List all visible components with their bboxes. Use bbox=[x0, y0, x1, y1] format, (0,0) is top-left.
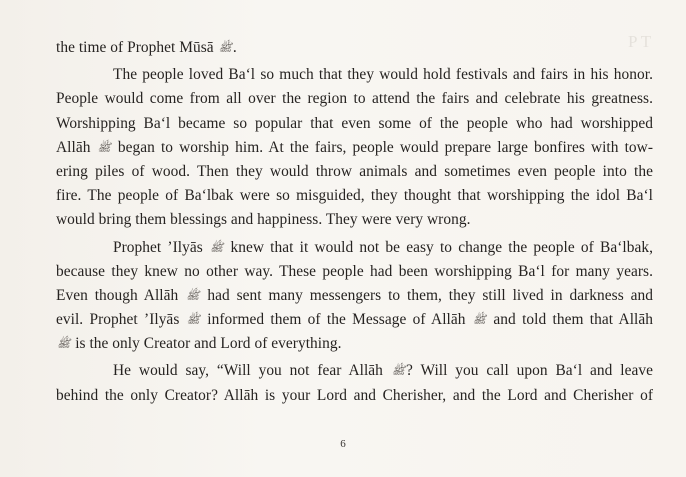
text-line bbox=[56, 87, 653, 111]
honorific-mark: ﷺ bbox=[57, 338, 71, 351]
text-line bbox=[56, 112, 653, 136]
line-text: behind the only Creator? Allāh is your Lord and Cherisher, and the Lord and Cherisher of bbox=[56, 386, 653, 404]
line-text: Allāh bbox=[56, 138, 91, 156]
line-text: would bring them blessings and happiness. They were very wrong. bbox=[56, 211, 471, 229]
line-text: began to worship him. At the fairs, people would prepare large bonfires with tow- bbox=[111, 138, 653, 156]
line-text: evil. Prophet ’Ilyās bbox=[56, 311, 180, 329]
honorific-mark: ﷺ bbox=[186, 289, 200, 302]
text-line bbox=[56, 284, 653, 308]
text-line bbox=[56, 308, 653, 332]
text-line bbox=[56, 36, 653, 60]
page-number: 6 bbox=[340, 438, 346, 450]
line-text: ering piles of wood. Then they would throw animals and sometimes even people into the bbox=[56, 162, 653, 180]
line-text: . bbox=[232, 39, 237, 56]
line-text: ? Will you call upon Ba‘l and leave bbox=[406, 362, 653, 380]
bleed-through-text: P T bbox=[628, 32, 652, 51]
text-line bbox=[56, 208, 653, 232]
line-text: and told them that Allāh bbox=[487, 311, 653, 329]
line-text: because they knew no other way. These people had been worshipping Ba‘l for many years. bbox=[56, 262, 653, 280]
line-text: People would come from all over the region to attend the fairs and celebrate his greatness. bbox=[56, 90, 653, 108]
text-line bbox=[56, 260, 653, 284]
line-text: knew that it would not be easy to change the people of Ba‘lbak, bbox=[224, 238, 654, 256]
text-line bbox=[56, 332, 653, 356]
text-line bbox=[56, 359, 653, 383]
text-line bbox=[56, 384, 653, 408]
honorific-mark: ﷺ bbox=[186, 314, 200, 327]
text-line bbox=[56, 63, 653, 87]
text-line bbox=[56, 236, 653, 260]
line-text: He would say, “Will you not fear Allāh bbox=[113, 362, 383, 380]
honorific-mark: ﷺ bbox=[209, 241, 224, 254]
line-text: informed them of the Message of Allāh bbox=[200, 311, 466, 329]
text-line bbox=[56, 160, 653, 184]
line-text: Even though Allāh bbox=[56, 286, 179, 304]
line-text: Worshipping Ba‘l became so popular that even some of the people who had worshipped bbox=[56, 114, 653, 132]
text-line bbox=[56, 136, 653, 160]
line-text: is the only Creator and Lord of everything. bbox=[71, 335, 342, 353]
text-line bbox=[56, 184, 653, 208]
honorific-mark: ﷺ bbox=[391, 365, 406, 378]
line-text: the time of Prophet Mūsā bbox=[56, 39, 214, 56]
body-text bbox=[56, 36, 653, 408]
honorific-mark: ﷺ bbox=[218, 42, 232, 54]
honorific-mark: ﷺ bbox=[97, 141, 111, 154]
line-text: fire. The people of Ba‘lbak were so misguided, they thought that worshipping the idol Ba‘l bbox=[56, 187, 653, 205]
line-text: The people loved Ba‘l so much that they would hold festivals and fairs in his honor. bbox=[113, 66, 653, 84]
honorific-mark: ﷺ bbox=[472, 314, 487, 327]
line-text: Prophet ’Ilyās bbox=[113, 238, 203, 256]
line-text: had sent many messengers to them, they still lived in darkness and bbox=[200, 286, 653, 304]
